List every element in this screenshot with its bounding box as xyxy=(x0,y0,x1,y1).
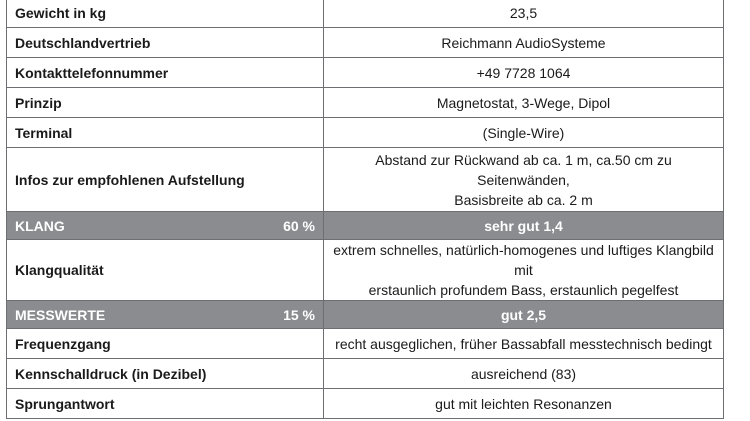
section-header-messwerte xyxy=(7,301,724,329)
placement-line-1: Abstand zur Rückwand ab ca. 1 m, ca.50 cm zu Seitenwänden, xyxy=(375,151,672,188)
row-value-phone: +49 7728 1064 xyxy=(324,58,724,88)
row-label-placement: Infos zur empfohlenen Aufstellung xyxy=(7,148,324,212)
table-row xyxy=(7,329,724,359)
sound-quality-line-1: extrem schnelles, natürlich-homogenes und luftiges Klangbild mit xyxy=(333,242,714,278)
placement-line-2: Basisbreite ab ca. 2 m xyxy=(454,191,593,208)
section-klang-weight: 60 % xyxy=(283,218,315,234)
row-value-placement xyxy=(324,148,724,212)
section-messwerte-name: MESSWERTE xyxy=(15,306,106,323)
section-klang-cell xyxy=(7,212,324,240)
row-value-terminal: (Single-Wire) xyxy=(324,118,724,148)
section-messwerte-cell xyxy=(7,301,324,329)
table-row xyxy=(7,359,724,389)
row-label-frequency: Frequenzgang xyxy=(7,329,324,359)
row-label-sound-quality: Klangqualität xyxy=(7,240,324,301)
table-row xyxy=(7,88,724,118)
row-value-distributor: Reichmann AudioSysteme xyxy=(324,28,724,58)
table-row xyxy=(7,240,724,301)
row-label-weight: Gewicht in kg xyxy=(7,0,324,28)
section-klang-name: KLANG xyxy=(15,217,65,234)
test-results-table xyxy=(6,0,724,419)
section-klang-rating: sehr gut 1,4 xyxy=(324,212,724,240)
section-header-klang xyxy=(7,212,724,240)
table-row xyxy=(7,389,724,419)
row-value-sound-quality xyxy=(324,240,724,301)
section-messwerte-rating: gut 2,5 xyxy=(324,301,724,329)
row-value-principle: Magnetostat, 3-Wege, Dipol xyxy=(324,88,724,118)
row-label-terminal: Terminal xyxy=(7,118,324,148)
row-value-weight: 23,5 xyxy=(324,0,724,28)
row-label-distributor: Deutschlandvertrieb xyxy=(7,28,324,58)
row-value-sensitivity: ausreichend (83) xyxy=(324,359,724,389)
row-value-frequency: recht ausgeglichen, früher Bassabfall messtechnisch bedingt xyxy=(324,329,724,359)
table-row xyxy=(7,118,724,148)
table-row xyxy=(7,58,724,88)
sound-quality-line-2: erstaunlich profundem Bass, erstaunlich pegelfest xyxy=(368,282,679,298)
table-row xyxy=(7,148,724,212)
table-row xyxy=(7,28,724,58)
row-label-step-response: Sprungantwort xyxy=(7,389,324,419)
table-row xyxy=(7,0,724,28)
row-label-sensitivity: Kennschalldruck (in Dezibel) xyxy=(7,359,324,389)
row-label-principle: Prinzip xyxy=(7,88,324,118)
section-messwerte-weight: 15 % xyxy=(283,307,315,323)
row-value-step-response: gut mit leichten Resonanzen xyxy=(324,389,724,419)
row-label-phone: Kontakttelefonnummer xyxy=(7,58,324,88)
